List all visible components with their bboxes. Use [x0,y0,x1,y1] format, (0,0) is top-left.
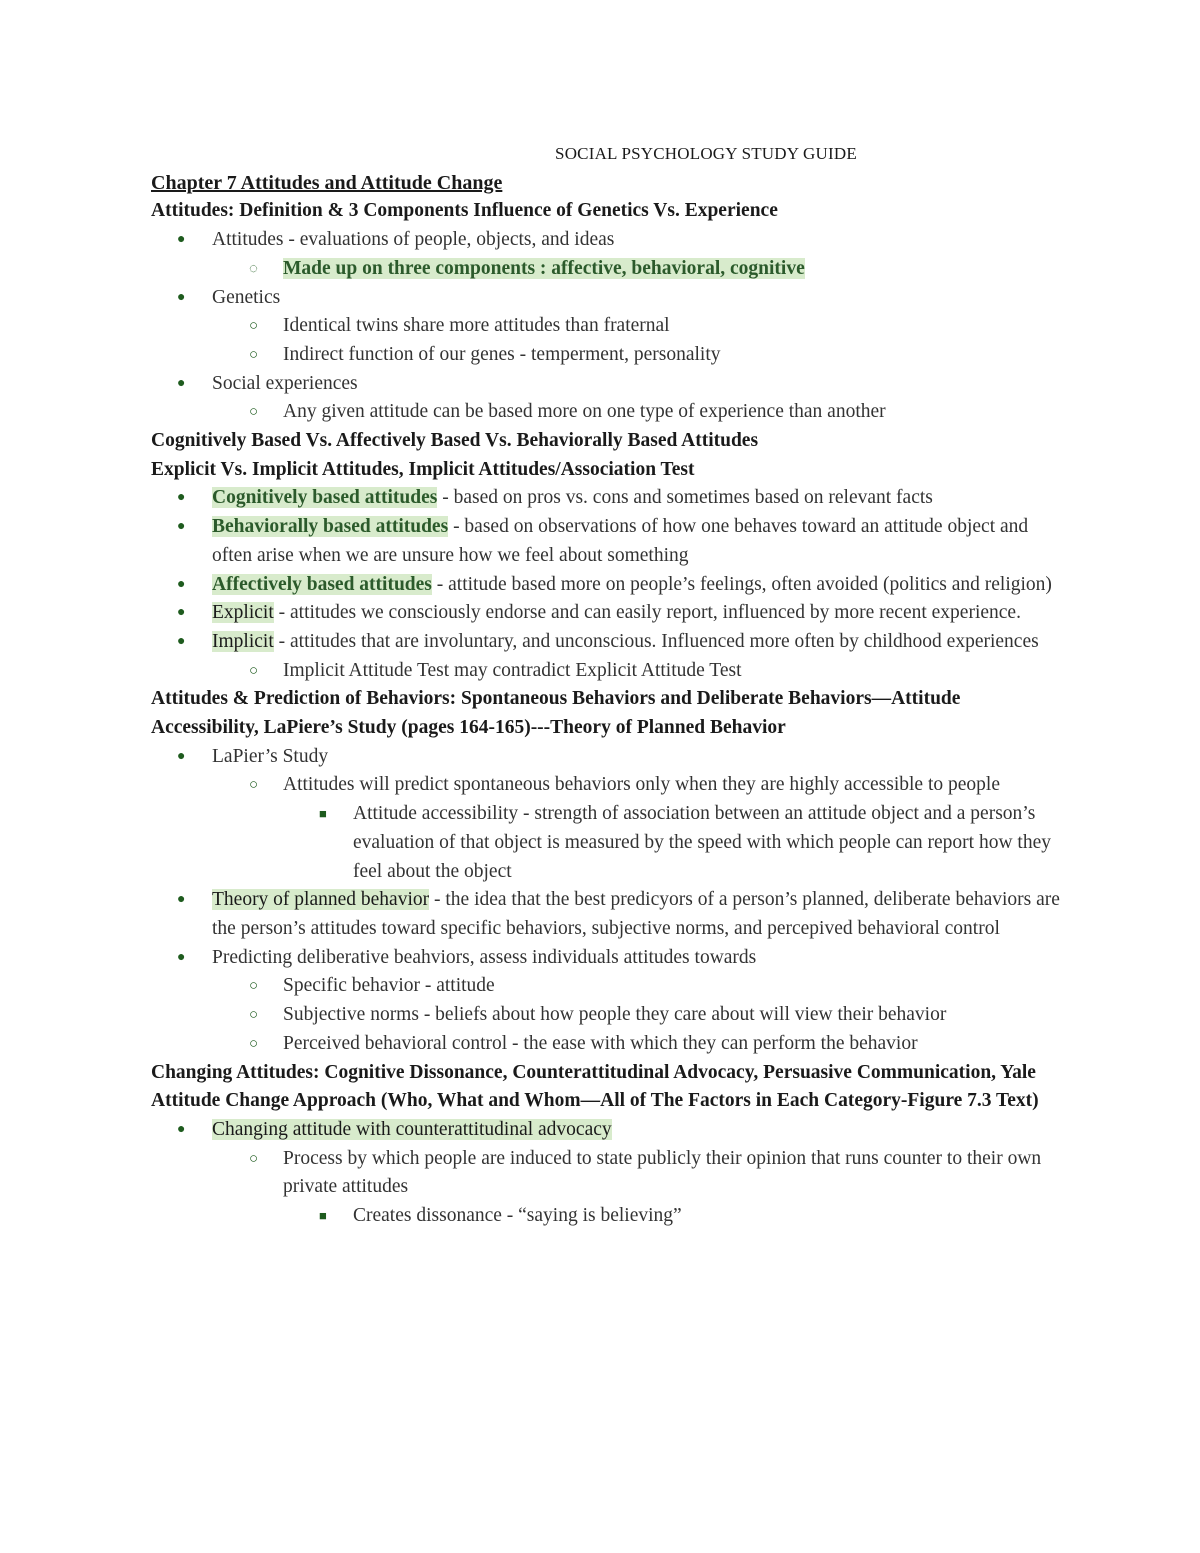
bullet-icon: ● [177,892,186,908]
circle-bullet-icon: ○ [249,1007,259,1024]
list-item: ● Theory of planned behavior - the idea that the best predicyors of a person’s planned, deliberate behaviors are the person’s attitudes toward specific behaviors, subjective norms, and percepived behavioral control [151,886,1061,943]
bullet-icon: ● [177,232,186,248]
chapter-heading: Chapter 7 Attitudes and Attitude Change [151,171,503,194]
list-prediction [151,743,1061,1059]
square-bullet-icon: ■ [319,1208,327,1224]
square-bullet-icon: ■ [319,806,327,822]
bullet-icon: ● [177,1121,186,1137]
bullet-icon: ● [177,375,186,391]
section-heading-attitudes: Attitudes: Definition & 3 Components Influence of Genetics Vs. Experience [151,200,778,222]
bullet-icon: ● [177,949,186,965]
bullet-icon: ● [177,289,186,305]
doc-title: SOCIAL PSYCHOLOGY STUDY GUIDE [555,144,857,163]
list-item: ○ Indirect function of our genes - temperment, personality [151,341,1061,370]
list-item: ● LaPier’s Study [151,743,1061,772]
list-item: ● Implicit - attitudes that are involuntary, and unconscious. Influenced more often by childhood experiences [151,628,1061,657]
list-item: ● Social experiences [151,370,1061,399]
circle-bullet-icon: ◌ [249,260,258,277]
circle-bullet-icon: ○ [249,404,259,421]
list-item: ○ Attitudes will predict spontaneous behaviors only when they are highly accessible to people [151,771,1061,800]
bullet-icon: ● [177,605,186,621]
list-item: ○ Subjective norms - beliefs about how people they care about will view their behavior [151,1001,1061,1030]
circle-bullet-icon: ○ [249,978,259,995]
list-item: ■ Attitude accessibility - strength of association between an attitude object and a person’s evaluation of that object is measured by the speed with which people can report how they feel about the object [151,800,1061,886]
section-heading-prediction: Attitudes & Prediction of Behaviors: Spontaneous Behaviors and Deliberate Behaviors—Attitude Accessibility, LaPiere’s Study (pages 164-165)---Theory of Planned Behavior [151,688,961,739]
list-item: ● Attitudes - evaluations of people, objects, and ideas [151,226,1061,255]
circle-bullet-icon: ○ [249,1035,259,1052]
section-heading-explicit-implicit: Explicit Vs. Implicit Attitudes, Implicit Attitudes/Association Test [151,458,695,480]
circle-bullet-icon: ○ [249,777,259,794]
bullet-icon: ● [177,633,186,649]
list-item: ○ Perceived behavioral control - the ease with which they can perform the behavior [151,1030,1061,1059]
list-item: ◌ Made up on three components : affective, behavioral, cognitive [151,255,1061,284]
list-attitudes [151,226,1061,427]
circle-bullet-icon: ○ [249,1150,259,1167]
list-item: ○ Identical twins share more attitudes than fraternal [151,312,1061,341]
bullet-icon: ● [177,490,186,506]
document-body [151,140,1061,1231]
list-item: ● Changing attitude with counterattitudinal advocacy [151,1116,1061,1145]
list-item: ● Cognitively based attitudes - based on pros vs. cons and sometimes based on relevant facts [151,484,1061,513]
list-item: ● Behaviorally based attitudes - based on observations of how one behaves toward an attitude object and often arise when we are unsure how we feel about something [151,513,1061,570]
circle-bullet-icon: ○ [249,318,259,335]
bullet-icon: ● [177,576,186,592]
list-item: ● Predicting deliberative beahviors, assess individuals attitudes towards [151,944,1061,973]
bullet-icon: ● [177,519,186,535]
circle-bullet-icon: ○ [249,662,259,679]
list-item: ● Affectively based attitudes - attitude based more on people’s feelings, often avoided (politics and religion) [151,571,1061,600]
list-bases [151,484,1061,685]
section-heading-changing: Changing Attitudes: Cognitive Dissonance, Counterattitudinal Advocacy, Persuasive Communication, Yale Attitude Change Approach (Who, What and Whom—All of The Factors in Each Category-Figure 7.3 Text) [151,1061,1039,1112]
list-item: ○ Implicit Attitude Test may contradict Explicit Attitude Test [151,657,1061,686]
section-heading-bases: Cognitively Based Vs. Affectively Based Vs. Behaviorally Based Attitudes [151,430,759,452]
list-item: ○ Any given attitude can be based more on one type of experience than another [151,398,1061,427]
list-item: ● Genetics [151,284,1061,313]
list-changing [151,1116,1061,1231]
list-item: ○ Specific behavior - attitude [151,972,1061,1001]
circle-bullet-icon: ○ [249,346,259,363]
bullet-icon: ● [177,748,186,764]
list-item: ○ Process by which people are induced to state publicly their opinion that runs counter to their own private attitudes [151,1145,1061,1202]
list-item: ■ Creates dissonance - “saying is believing” [151,1202,1061,1231]
list-item: ● Explicit - attitudes we consciously endorse and can easily report, influenced by more recent experience. [151,599,1061,628]
